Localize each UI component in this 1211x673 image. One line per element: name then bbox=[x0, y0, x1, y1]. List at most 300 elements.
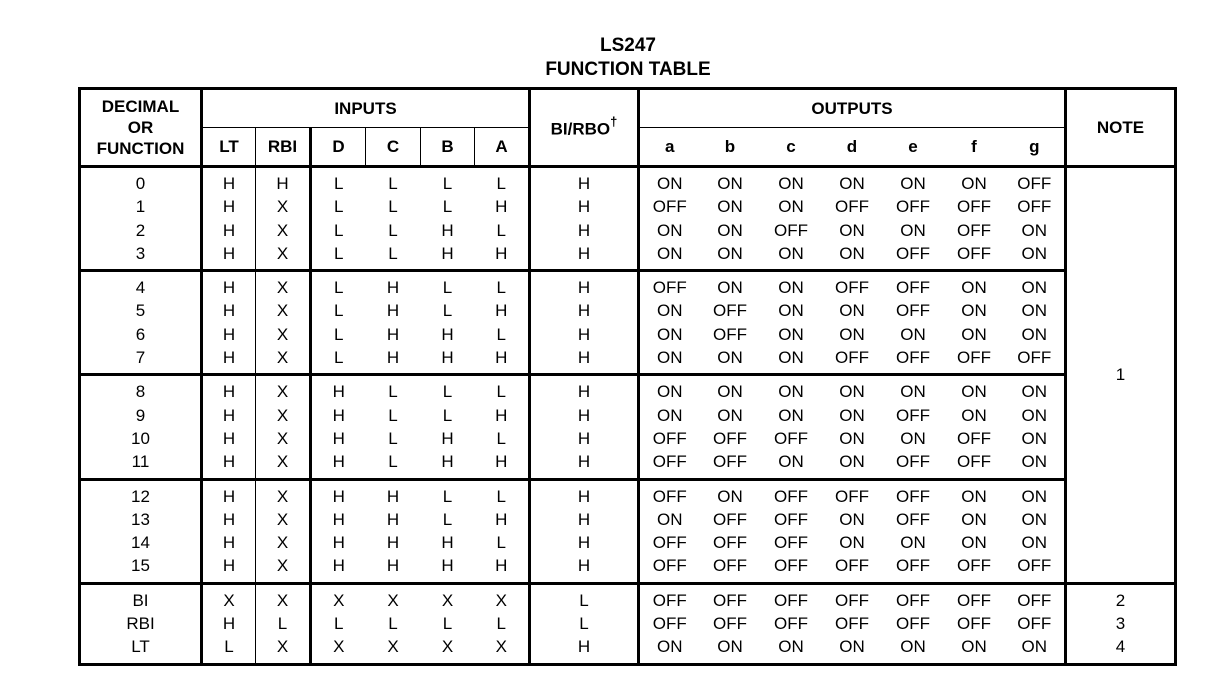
cell: ON bbox=[961, 324, 987, 344]
cell: L bbox=[530, 583, 639, 612]
cell: OFF bbox=[896, 405, 930, 425]
cell: H bbox=[202, 271, 256, 300]
cell: ON bbox=[778, 452, 804, 472]
cell: H bbox=[311, 508, 366, 531]
cell: OFF bbox=[896, 348, 930, 368]
cell: L bbox=[388, 452, 398, 472]
header-input-a: A bbox=[475, 128, 530, 167]
table-row bbox=[80, 479, 1176, 508]
table-row bbox=[80, 167, 1176, 196]
cell: ON bbox=[839, 452, 865, 472]
note-cell: 3 bbox=[1066, 612, 1176, 635]
cell: ON bbox=[717, 220, 743, 240]
cell: 4 bbox=[80, 271, 202, 300]
cell: OFF bbox=[700, 583, 761, 612]
header-decimal-line3: FUNCTION bbox=[96, 139, 185, 158]
header-input-rbi: RBI bbox=[256, 128, 311, 167]
header-output-b: b bbox=[700, 128, 761, 167]
cell: ON bbox=[822, 167, 883, 196]
cell: H bbox=[530, 219, 639, 242]
cell: H bbox=[530, 375, 639, 404]
cell: H bbox=[530, 427, 639, 450]
note-cell: 4 bbox=[1066, 635, 1176, 664]
cell: 14 bbox=[131, 533, 150, 553]
cell: ON bbox=[639, 508, 700, 531]
cell: ON bbox=[778, 324, 804, 344]
cell: OFF bbox=[774, 556, 808, 576]
cell: H bbox=[530, 271, 639, 300]
cell: OFF bbox=[835, 556, 869, 576]
cell: OFF bbox=[883, 271, 944, 300]
cell: L bbox=[421, 271, 475, 300]
cell: H bbox=[530, 404, 639, 427]
cell: 2 bbox=[135, 220, 146, 240]
cell: H bbox=[495, 405, 508, 425]
cell: X bbox=[495, 637, 507, 657]
cell: OFF bbox=[822, 583, 883, 612]
cell: X bbox=[256, 242, 311, 271]
header-outputs: OUTPUTS bbox=[639, 89, 1066, 128]
cell: L bbox=[421, 167, 475, 196]
cell: 15 bbox=[131, 556, 150, 576]
cell: L bbox=[475, 375, 530, 404]
cell: OFF bbox=[774, 533, 808, 553]
cell: ON bbox=[639, 167, 700, 196]
cell: H bbox=[495, 197, 508, 217]
cell: ON bbox=[900, 428, 926, 448]
cell: H bbox=[202, 427, 256, 450]
cell: OFF bbox=[639, 531, 700, 554]
cell: L bbox=[388, 220, 398, 240]
header-inputs: INPUTS bbox=[202, 89, 530, 128]
table-row bbox=[80, 271, 1176, 300]
cell: X bbox=[256, 635, 311, 664]
cell: ON bbox=[1005, 271, 1066, 300]
cell: OFF bbox=[639, 195, 700, 218]
cell: OFF bbox=[896, 452, 930, 472]
cell: H bbox=[386, 533, 400, 553]
cell: ON bbox=[961, 405, 987, 425]
cell: 3 bbox=[135, 243, 146, 263]
cell: ON bbox=[1021, 637, 1047, 657]
cell: OFF bbox=[1005, 167, 1066, 196]
cell: X bbox=[202, 583, 256, 612]
cell: ON bbox=[1021, 324, 1047, 344]
cell: ON bbox=[839, 220, 865, 240]
cell: H bbox=[530, 242, 639, 271]
cell: X bbox=[256, 531, 311, 554]
cell: H bbox=[202, 299, 256, 322]
cell: X bbox=[256, 195, 311, 218]
cell: X bbox=[311, 583, 366, 612]
table-title: LS247 bbox=[600, 35, 656, 56]
cell: H bbox=[311, 531, 366, 554]
cell: OFF bbox=[639, 427, 700, 450]
cell: L bbox=[496, 428, 506, 448]
cell: L bbox=[530, 612, 639, 635]
cell: ON bbox=[639, 375, 700, 404]
cell: 13 bbox=[131, 509, 150, 529]
cell: X bbox=[311, 635, 366, 664]
cell: L bbox=[421, 479, 475, 508]
cell: H bbox=[441, 243, 454, 263]
cell: OFF bbox=[883, 479, 944, 508]
cell: OFF bbox=[713, 452, 747, 472]
cell: L bbox=[442, 405, 453, 425]
cell: H bbox=[366, 271, 421, 300]
cell: H bbox=[202, 554, 256, 583]
cell: H bbox=[386, 301, 400, 321]
cell: H bbox=[202, 508, 256, 531]
cell: OFF bbox=[957, 452, 991, 472]
cell: ON bbox=[778, 243, 804, 263]
cell: OFF bbox=[713, 509, 747, 529]
cell: H bbox=[530, 346, 639, 375]
cell: H bbox=[366, 479, 421, 508]
cell: H bbox=[495, 556, 508, 576]
cell: ON bbox=[1005, 375, 1066, 404]
cell: H bbox=[386, 348, 400, 368]
cell: H bbox=[441, 324, 454, 344]
cell: X bbox=[256, 508, 311, 531]
cell: H bbox=[530, 299, 639, 322]
cell: X bbox=[256, 450, 311, 479]
table-subtitle: FUNCTION TABLE bbox=[545, 59, 711, 80]
cell: ON bbox=[900, 533, 926, 553]
table-row bbox=[80, 450, 1176, 479]
cell: ON bbox=[639, 346, 700, 375]
cell: ON bbox=[700, 271, 761, 300]
cell: ON bbox=[961, 637, 987, 657]
cell: H bbox=[386, 324, 400, 344]
cell: H bbox=[530, 531, 639, 554]
table-row bbox=[80, 404, 1176, 427]
cell: OFF bbox=[957, 428, 991, 448]
cell: ON bbox=[883, 167, 944, 196]
cell: OFF bbox=[774, 509, 808, 529]
cell: OFF bbox=[883, 583, 944, 612]
cell: OFF bbox=[1017, 348, 1052, 368]
cell: L bbox=[496, 220, 506, 240]
cell: H bbox=[311, 375, 366, 404]
cell: L bbox=[475, 271, 530, 300]
cell: ON bbox=[778, 301, 804, 321]
cell: H bbox=[386, 556, 400, 576]
cell: ON bbox=[839, 533, 865, 553]
cell: H bbox=[386, 509, 400, 529]
table-row bbox=[80, 219, 1176, 242]
cell: H bbox=[202, 219, 256, 242]
header-decimal-line1: DECIMAL bbox=[101, 97, 180, 116]
cell: L bbox=[388, 405, 398, 425]
cell: OFF bbox=[761, 583, 822, 612]
header-output-e: e bbox=[883, 128, 944, 167]
cell: ON bbox=[717, 637, 743, 657]
cell: 9 bbox=[135, 405, 146, 425]
cell: 6 bbox=[135, 324, 146, 344]
cell: X bbox=[256, 554, 311, 583]
cell: H bbox=[256, 167, 311, 196]
cell: ON bbox=[839, 301, 865, 321]
header-input-c: C bbox=[366, 128, 421, 167]
cell: OFF bbox=[957, 220, 991, 240]
cell: OFF bbox=[1005, 583, 1066, 612]
cell: L bbox=[256, 612, 311, 635]
table-row bbox=[80, 583, 1176, 612]
cell: OFF bbox=[957, 243, 991, 263]
cell: X bbox=[366, 583, 421, 612]
cell: L bbox=[366, 167, 421, 196]
cell: ON bbox=[839, 509, 865, 529]
cell: ON bbox=[944, 271, 1005, 300]
cell: OFF bbox=[957, 614, 991, 634]
cell: OFF bbox=[896, 243, 930, 263]
cell: OFF bbox=[639, 450, 700, 479]
cell: OFF bbox=[639, 271, 700, 300]
cell: ON bbox=[961, 533, 987, 553]
cell: ON bbox=[944, 479, 1005, 508]
header-decimal-line2: OR bbox=[127, 118, 154, 137]
cell: RBI bbox=[126, 614, 155, 634]
cell: OFF bbox=[774, 220, 808, 240]
cell: ON bbox=[639, 299, 700, 322]
cell: OFF bbox=[944, 583, 1005, 612]
dagger-mark: † bbox=[610, 113, 618, 129]
cell: 7 bbox=[135, 348, 146, 368]
cell: ON bbox=[778, 348, 804, 368]
header-note: NOTE bbox=[1066, 89, 1176, 167]
cell: L bbox=[388, 428, 398, 448]
cell: OFF bbox=[1017, 614, 1052, 634]
cell: ON bbox=[1005, 479, 1066, 508]
cell: ON bbox=[717, 197, 743, 217]
cell: H bbox=[441, 348, 454, 368]
cell: ON bbox=[700, 375, 761, 404]
cell: ON bbox=[839, 637, 865, 657]
cell: H bbox=[311, 450, 366, 479]
cell: OFF bbox=[896, 614, 930, 634]
cell: ON bbox=[944, 167, 1005, 196]
cell: H bbox=[311, 479, 366, 508]
cell: X bbox=[256, 219, 311, 242]
cell: H bbox=[495, 301, 508, 321]
cell: X bbox=[256, 271, 311, 300]
cell: H bbox=[202, 167, 256, 196]
cell: OFF bbox=[639, 583, 700, 612]
table-row bbox=[80, 375, 1176, 404]
cell: 12 bbox=[80, 479, 202, 508]
cell: ON bbox=[883, 375, 944, 404]
cell: OFF bbox=[896, 556, 930, 576]
cell: H bbox=[495, 348, 508, 368]
cell: 11 bbox=[131, 452, 150, 472]
cell: L bbox=[442, 614, 453, 634]
cell: H bbox=[311, 427, 366, 450]
cell: H bbox=[441, 428, 454, 448]
cell: ON bbox=[961, 301, 987, 321]
cell: OFF bbox=[713, 428, 747, 448]
cell: L bbox=[475, 479, 530, 508]
cell: 5 bbox=[135, 301, 146, 321]
cell: X bbox=[256, 479, 311, 508]
cell: OFF bbox=[713, 324, 747, 344]
header-bi-rbo bbox=[530, 89, 639, 167]
cell: OFF bbox=[822, 271, 883, 300]
cell: ON bbox=[778, 405, 804, 425]
cell: OFF bbox=[713, 533, 747, 553]
cell: OFF bbox=[957, 197, 991, 217]
table-row bbox=[80, 612, 1176, 635]
cell: ON bbox=[1021, 428, 1047, 448]
cell: L bbox=[388, 614, 398, 634]
cell: ON bbox=[822, 375, 883, 404]
cell: OFF bbox=[639, 612, 700, 635]
cell: H bbox=[311, 404, 366, 427]
cell: H bbox=[495, 509, 508, 529]
cell: X bbox=[475, 583, 530, 612]
header-output-c: c bbox=[761, 128, 822, 167]
cell: X bbox=[256, 323, 311, 346]
cell: L bbox=[442, 301, 453, 321]
cell: OFF bbox=[896, 301, 930, 321]
cell: X bbox=[256, 299, 311, 322]
cell: ON bbox=[700, 479, 761, 508]
header-output-g: g bbox=[1005, 128, 1066, 167]
function-table bbox=[78, 87, 1177, 666]
cell: X bbox=[256, 404, 311, 427]
header-input-d: D bbox=[311, 128, 366, 167]
cell: OFF bbox=[1017, 197, 1052, 217]
cell: X bbox=[441, 637, 454, 657]
cell: ON bbox=[839, 243, 865, 263]
cell: OFF bbox=[957, 556, 991, 576]
cell: ON bbox=[717, 348, 743, 368]
cell: ON bbox=[700, 167, 761, 196]
cell: ON bbox=[761, 375, 822, 404]
table-row bbox=[80, 323, 1176, 346]
cell: X bbox=[256, 375, 311, 404]
cell: ON bbox=[1021, 533, 1047, 553]
cell: ON bbox=[639, 242, 700, 271]
cell: X bbox=[387, 637, 399, 657]
cell: ON bbox=[1021, 509, 1047, 529]
header-input-b: B bbox=[421, 128, 475, 167]
cell: L bbox=[421, 375, 475, 404]
cell: L bbox=[496, 614, 506, 634]
cell: X bbox=[256, 427, 311, 450]
cell: ON bbox=[778, 197, 804, 217]
note-cell: 1 bbox=[1066, 167, 1176, 584]
cell: OFF bbox=[713, 301, 747, 321]
cell: H bbox=[202, 450, 256, 479]
cell: L bbox=[442, 197, 453, 217]
cell: ON bbox=[761, 167, 822, 196]
cell: L bbox=[311, 346, 366, 375]
cell: H bbox=[495, 452, 508, 472]
cell: H bbox=[202, 612, 256, 635]
table-row bbox=[80, 508, 1176, 531]
cell: ON bbox=[839, 324, 865, 344]
table-row bbox=[80, 554, 1176, 583]
cell: OFF bbox=[774, 614, 808, 634]
header-input-lt: LT bbox=[202, 128, 256, 167]
cell: H bbox=[202, 323, 256, 346]
cell: ON bbox=[900, 637, 926, 657]
cell: H bbox=[530, 479, 639, 508]
cell: H bbox=[530, 450, 639, 479]
cell: ON bbox=[717, 405, 743, 425]
cell: L bbox=[311, 323, 366, 346]
cell: ON bbox=[1021, 220, 1047, 240]
cell: ON bbox=[761, 271, 822, 300]
cell: 10 bbox=[131, 428, 150, 448]
cell: 0 bbox=[80, 167, 202, 196]
table-row bbox=[80, 195, 1176, 218]
cell: H bbox=[202, 479, 256, 508]
cell: 8 bbox=[80, 375, 202, 404]
cell: OFF bbox=[835, 614, 869, 634]
cell: H bbox=[530, 195, 639, 218]
table-row bbox=[80, 242, 1176, 271]
cell: BI bbox=[80, 583, 202, 612]
cell: H bbox=[202, 531, 256, 554]
cell: L bbox=[311, 195, 366, 218]
table-row bbox=[80, 531, 1176, 554]
cell: ON bbox=[1021, 243, 1047, 263]
table-row bbox=[80, 427, 1176, 450]
cell: L bbox=[311, 167, 366, 196]
cell: X bbox=[256, 346, 311, 375]
table-row bbox=[80, 635, 1176, 664]
cell: OFF bbox=[774, 428, 808, 448]
cell: OFF bbox=[822, 479, 883, 508]
cell: H bbox=[202, 375, 256, 404]
cell: OFF bbox=[835, 197, 869, 217]
cell: H bbox=[202, 404, 256, 427]
cell: H bbox=[495, 243, 508, 263]
cell: H bbox=[530, 167, 639, 196]
header-bi-rbo-label: BI/RBO bbox=[550, 119, 611, 139]
cell: L bbox=[442, 509, 453, 529]
cell: ON bbox=[944, 375, 1005, 404]
cell: L bbox=[496, 324, 506, 344]
header-output-d: d bbox=[822, 128, 883, 167]
cell: 1 bbox=[135, 197, 146, 217]
cell: ON bbox=[839, 428, 865, 448]
table-row bbox=[80, 346, 1176, 375]
cell: ON bbox=[1021, 452, 1047, 472]
cell: H bbox=[311, 554, 366, 583]
cell: L bbox=[202, 635, 256, 664]
cell: L bbox=[475, 167, 530, 196]
cell: ON bbox=[639, 219, 700, 242]
cell: OFF bbox=[639, 554, 700, 583]
cell: OFF bbox=[713, 614, 747, 634]
cell: L bbox=[388, 243, 398, 263]
cell: H bbox=[530, 635, 639, 664]
cell: L bbox=[496, 533, 506, 553]
cell: X bbox=[256, 583, 311, 612]
cell: LT bbox=[131, 637, 150, 657]
cell: ON bbox=[900, 324, 926, 344]
cell: L bbox=[388, 197, 398, 217]
cell: OFF bbox=[835, 348, 869, 368]
cell: ON bbox=[639, 404, 700, 427]
cell: H bbox=[202, 195, 256, 218]
cell: OFF bbox=[713, 556, 747, 576]
cell: H bbox=[441, 452, 454, 472]
cell: H bbox=[202, 346, 256, 375]
